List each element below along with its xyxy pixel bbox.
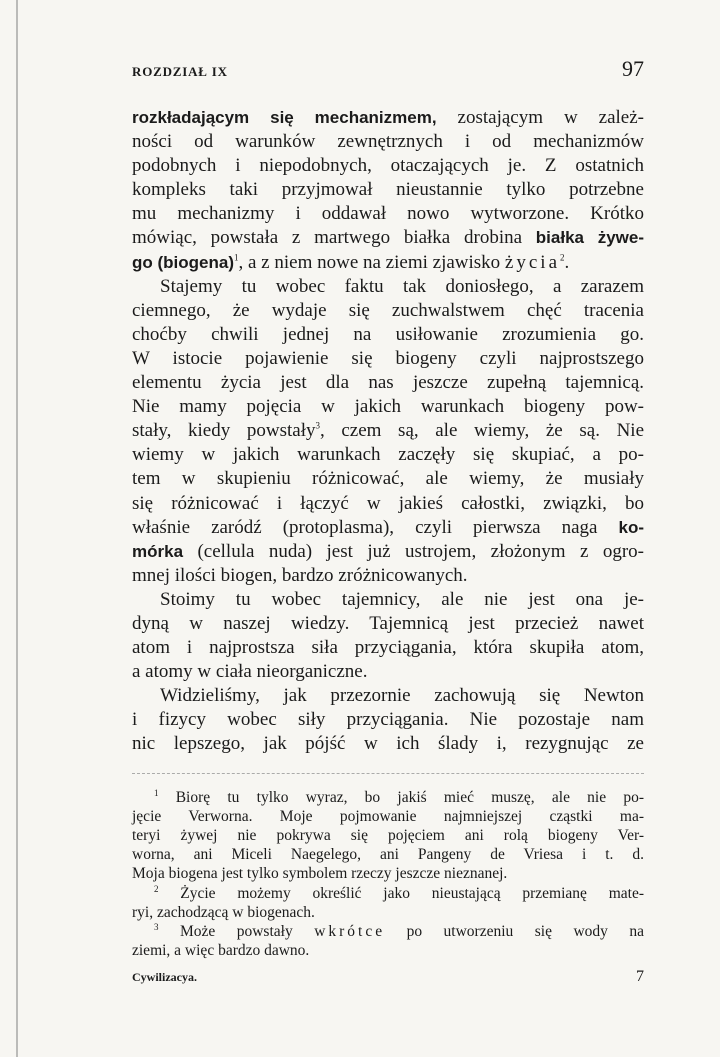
text-line: się różnicować i łączyć w jakieś całostki, związki, bo bbox=[132, 492, 644, 514]
text-line: ryi, zachodzącą w biogenach. bbox=[132, 903, 315, 921]
footnote-mark: 2 bbox=[154, 883, 159, 894]
bold-term: mórka bbox=[132, 541, 184, 561]
text-line: ności od warunków zewnętrznych i od mechanizmów bbox=[132, 131, 644, 153]
text-line: Widzieliśmy, jak przezornie zachowują się Newton bbox=[160, 685, 644, 707]
paragraph-4 bbox=[132, 684, 644, 756]
bold-term: go (biogena) bbox=[132, 252, 234, 272]
text-line: ziemi, a więc bardzo dawno. bbox=[132, 942, 310, 960]
text-line: mnej ilości biogen, bardzo zróżnicowanych. bbox=[132, 564, 468, 586]
text-line: $^2$ Życie możemy określić jako nieustającą przemianę mate- bbox=[154, 883, 644, 902]
paragraph-2 bbox=[132, 275, 644, 588]
footnote-3 bbox=[132, 922, 644, 960]
text-line: W istocie pojawienie się biogeny czyli najprostszego bbox=[132, 347, 644, 369]
text-line: nic lepszego, jak pójść w ich ślady i, rezygnując ze bbox=[132, 733, 644, 755]
text-line: dyną w naszej wiedzy. Tajemnicą jest przecież nawet bbox=[132, 612, 644, 634]
text-line: stały, kiedy powstały$^3$, czem są, ale wiemy, że są. Nie bbox=[132, 420, 644, 442]
text-line: atom i najprostsza siła przyciągania, która skupiła atom, bbox=[132, 637, 644, 659]
footnote-mark: 3 bbox=[154, 921, 159, 932]
spaced-term: wkrótce bbox=[314, 922, 386, 940]
text-line: jęcie Verworna. Moje pojmowanie najmniejszej cząstki ma- bbox=[132, 807, 644, 825]
printer-signature: Cywilizacya. bbox=[132, 970, 197, 985]
text-line: podobnych i niepodobnych, otaczających je. Z ostatnich bbox=[132, 155, 644, 177]
text-line: ciemnego, że wydaje się zuchwalstwem chęć tracenia bbox=[132, 299, 644, 321]
page-header bbox=[132, 56, 644, 96]
footnote-ref: 2 bbox=[560, 252, 565, 263]
bold-term: białka żywe- bbox=[535, 228, 644, 248]
footnote-separator bbox=[132, 773, 644, 776]
text-line: rozkładającym się mechanizmem, zostającym w zależ- bbox=[132, 107, 644, 128]
text-line: $^3$ Może powstały wkrótce po utworzeniu się wody na bbox=[154, 921, 644, 940]
text-line: tem w skupieniu różnicować, ale wiemy, że musiały bbox=[132, 468, 644, 490]
text-line: choćby chwili jednej na usiłowanie zrozumienia go. bbox=[132, 323, 644, 345]
bold-term: ko- bbox=[618, 517, 644, 537]
text-line: Moja biogena jest tylko symbolem rzeczy jeszcze nieznanej. bbox=[132, 865, 508, 883]
page bbox=[132, 56, 644, 986]
text-line: mówiąc, powstała z martwego białka drobina białka żywe- bbox=[132, 227, 644, 249]
text-line: Nie mamy pojęcia w jakich warunkach biogeny pow- bbox=[132, 396, 644, 418]
footnote-1 bbox=[132, 788, 644, 884]
running-head: ROZDZIAŁ IX bbox=[132, 64, 228, 79]
page-number: 97 bbox=[622, 56, 644, 81]
footnotes bbox=[132, 788, 644, 961]
paragraph-3 bbox=[132, 588, 644, 684]
footnote-ref: 3 bbox=[315, 420, 320, 431]
text-line: Stajemy tu wobec faktu tak doniosłego, a zarazem bbox=[160, 275, 644, 297]
text-line: elementu życia jest dla nas jeszcze zupełną tajemnicą. bbox=[132, 372, 644, 394]
text-line: Stoimy tu wobec tajemnicy, ale nie jest ona je- bbox=[160, 588, 644, 610]
text-line: wiemy w jakich warunkach zaczęły się skupiać, a po- bbox=[132, 444, 644, 466]
body-text bbox=[132, 106, 644, 757]
text-line: teryi żywej nie pokrywa się pojęciem ani rolą biogeny Ver- bbox=[132, 826, 644, 844]
footnote-ref: 1 bbox=[233, 252, 239, 263]
bold-term: rozkładającym się mechanizmem, bbox=[132, 108, 437, 127]
text-line: $^1$ Biorę tu tylko wyraz, bo jakiś mieć muszę, ale nie po- bbox=[154, 787, 644, 806]
paragraph-1 bbox=[132, 106, 644, 275]
footnote-mark: 1 bbox=[154, 787, 159, 798]
footnote-2 bbox=[132, 884, 644, 922]
page-edge bbox=[16, 0, 18, 1057]
text-line: kompleks taki przyjmował nieustannie tylko potrzebne bbox=[132, 179, 644, 201]
page-footer bbox=[132, 968, 644, 986]
spaced-term: życia bbox=[504, 251, 560, 273]
text-line: a atomy w ciała nieorganiczne. bbox=[132, 661, 368, 683]
text-line: właśnie zaródź (protoplasma), czyli pierwsza naga ko- bbox=[132, 516, 644, 538]
text-line: mórka (cellula nuda) jest już ustrojem, złożonym z ogro- bbox=[132, 540, 644, 562]
text-line: i fizycy wobec siły przyciągania. Nie pozostaje nam bbox=[132, 709, 644, 731]
text-line: worna, ani Miceli Naegelego, ani Pangeny de Vriesa i t. d. bbox=[132, 846, 644, 864]
text-line: mu mechanizmy i oddawał nowo wytworzone. Krótko bbox=[132, 203, 644, 225]
text-line: go (biogena)$^1$, a z niem nowe na ziemi zjawisko życia$^2$. bbox=[132, 251, 570, 273]
sheet-number: 7 bbox=[636, 968, 644, 986]
